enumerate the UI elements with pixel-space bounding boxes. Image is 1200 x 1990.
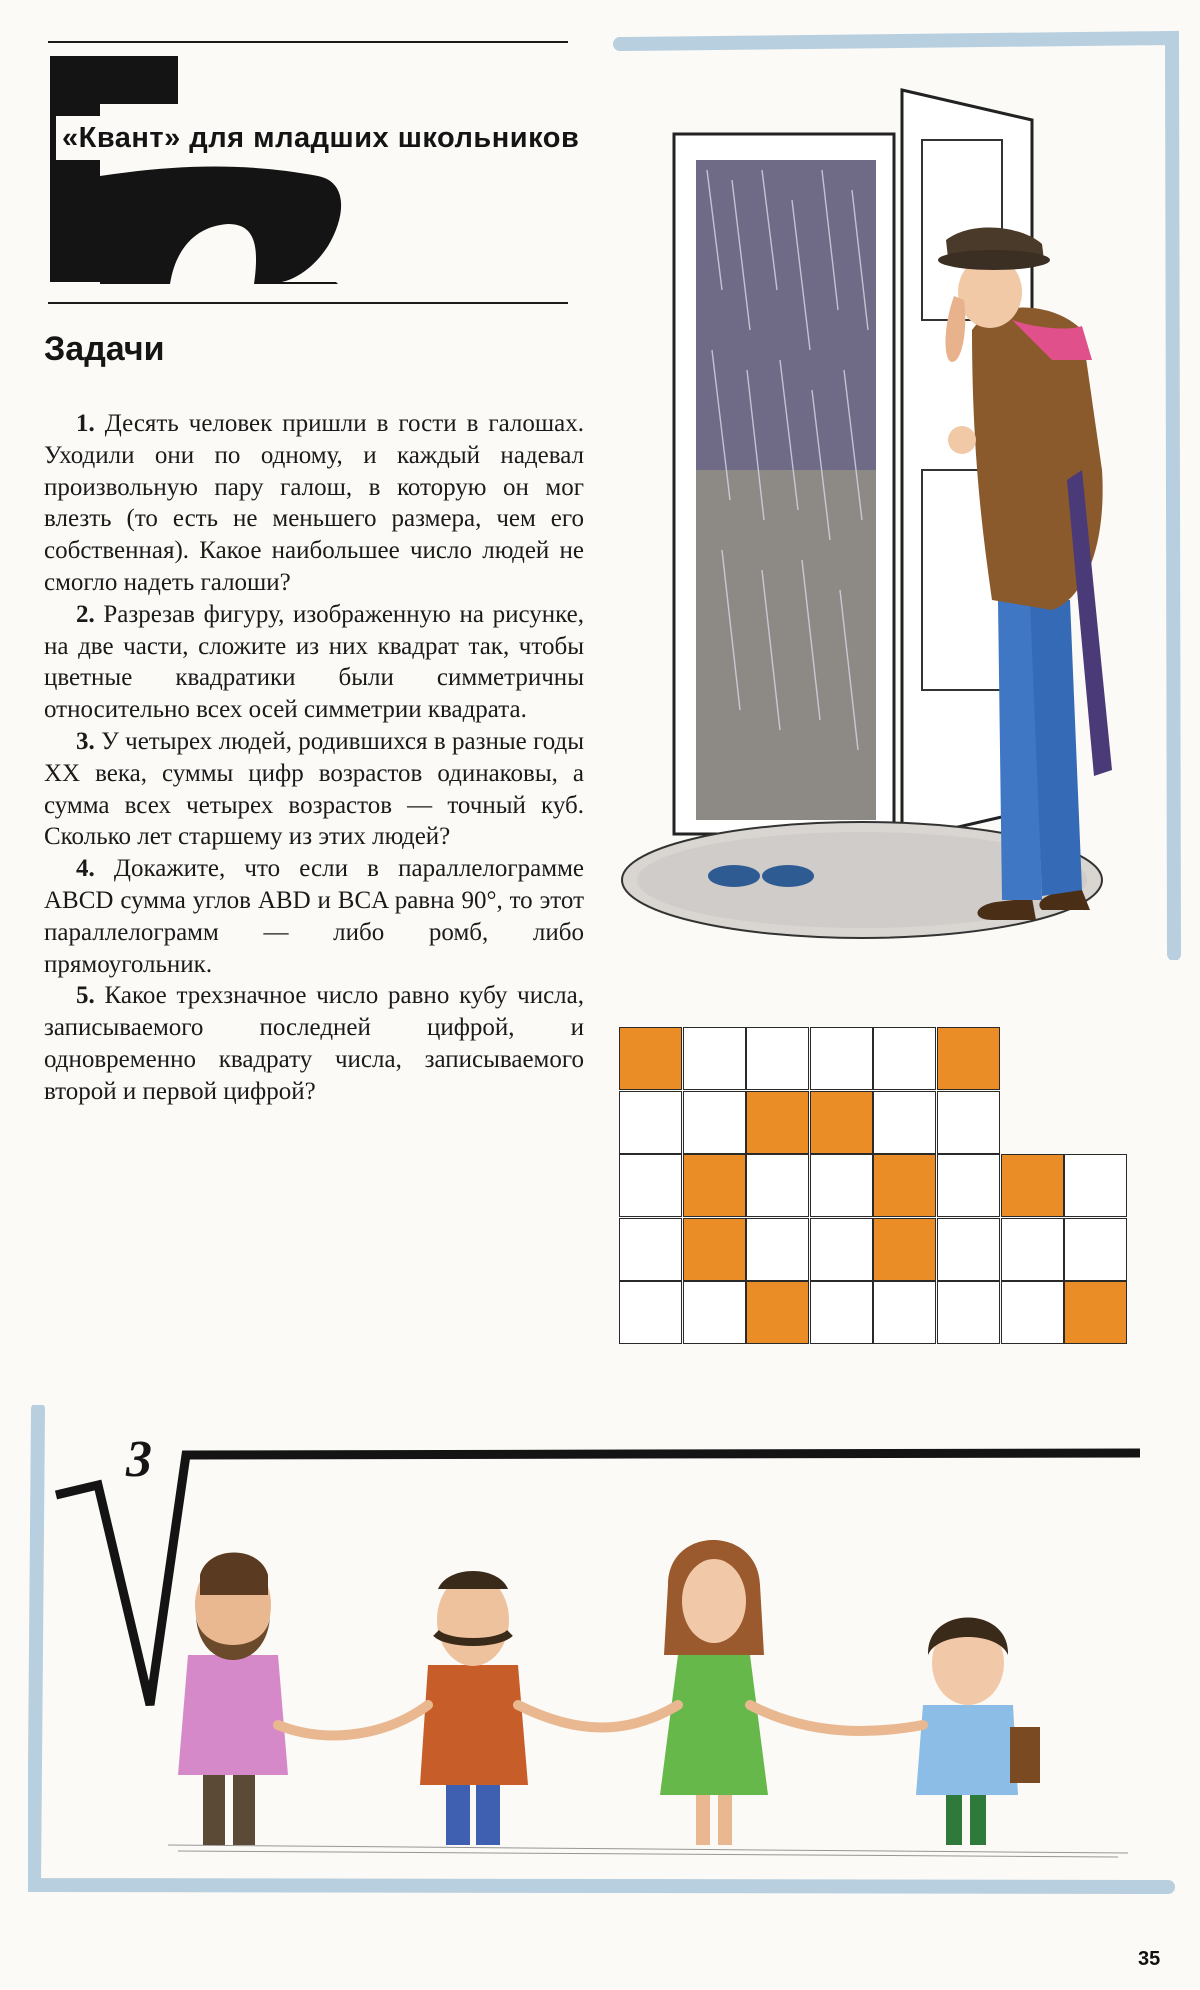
problem-2-number: 2. [76,600,95,628]
grid-cell-empty [873,1091,936,1154]
grid-cell-empty [810,1154,873,1217]
problem-5 [44,980,584,1107]
person-3-icon [660,1540,768,1845]
grid-cell-empty [683,1091,746,1154]
grid-cell-empty [619,1091,682,1154]
grid-cell-colored [683,1154,746,1217]
grid-cell-empty [619,1218,682,1281]
problems-list [44,408,584,1108]
problem-4-text: Докажите, что если в параллелограмме ABCD сумма углов ABD и BCA равна 90°, то этот параллелограмм — либо ромб, либо прямоугольник. [44,855,584,978]
grid-cell-colored [1001,1154,1064,1217]
grid-cell-empty [746,1154,809,1217]
grid-cell-empty [746,1027,809,1090]
grid-cell-empty [937,1281,1000,1344]
problem-2 [44,599,584,726]
person-4-icon [916,1618,1040,1846]
grid-cell-colored [873,1154,936,1217]
grid-cell-colored [937,1027,1000,1090]
person-1-icon [178,1553,288,1846]
problem-1-text: Десять человек пришли в гости в галошах. Уходили они по одному, и каждый надевал произвольную пару галош, в которую он мог влезть (то есть не меньшего размера, чем его собственная). Какое наибольшее число людей не смогло надеть галоши? [44,410,585,596]
section-title: Задачи [44,330,165,368]
problem-5-number: 5. [76,982,95,1010]
header-bottom-rule [48,302,568,304]
problem-5-text: Какое трехзначное число равно кубу числа, записываемого последней цифрой, и одновременно квадрату числа, записываемого второй и первой цифрой? [44,982,584,1105]
cube-root-index: 3 [126,1431,152,1488]
door-rain-illustration [612,30,1182,960]
grid-cell-empty [810,1218,873,1281]
page-number: 35 [1138,1948,1161,1970]
grid-cell-empty [810,1027,873,1090]
problem-3 [44,726,584,853]
grid-cell-colored [619,1027,682,1090]
kvant-k-logo-icon [48,56,348,286]
grid-cell-empty [1001,1218,1064,1281]
grid-cell-colored [873,1218,936,1281]
grid-cell-colored [746,1091,809,1154]
grid-cell-empty [810,1281,873,1344]
grid-cell-empty [873,1027,936,1090]
grid-cell-empty [937,1218,1000,1281]
grid-cell-empty [937,1154,1000,1217]
problem-4-number: 4. [76,855,95,883]
grid-cell-empty [1001,1281,1064,1344]
problem-2-text: Разрезав фигуру, изображенную на рисунке, на две части, сложите из них квадрат так, чтобы цветные квадратики были симметричны относительно всех осей симметрии квадрата. [44,600,584,724]
grid-cell-empty [619,1154,682,1217]
grid-cell-empty [1064,1154,1127,1217]
header-top-rule [48,41,568,43]
problem-3-number: 3. [76,727,95,755]
problem-1-number: 1. [76,410,95,437]
grid-cell-empty [937,1091,1000,1154]
header-title: «Квант» для младших школьников [56,116,579,160]
grid-cell-empty [683,1027,746,1090]
grid-cell-colored [746,1281,809,1344]
problem-3-text: У четырех людей, родившихся в разные годы XX века, суммы цифр возрастов одинаковы, а сумма всех четырех возрастов — точный куб. Сколько лет старшему из этих людей? [44,727,584,851]
problem-1 [44,408,584,599]
cube-root-people-illustration [28,1405,1178,1915]
grid-cell-colored [683,1218,746,1281]
grid-cell-empty [1064,1218,1127,1281]
grid-cell-empty [619,1281,682,1344]
grid-cell-empty [746,1218,809,1281]
grid-cell-empty [683,1281,746,1344]
grid-cell-colored [1064,1281,1127,1344]
grid-cell-colored [810,1091,873,1154]
problem-4 [44,853,584,980]
person-2-icon [420,1571,528,1845]
grid-cell-empty [873,1281,936,1344]
